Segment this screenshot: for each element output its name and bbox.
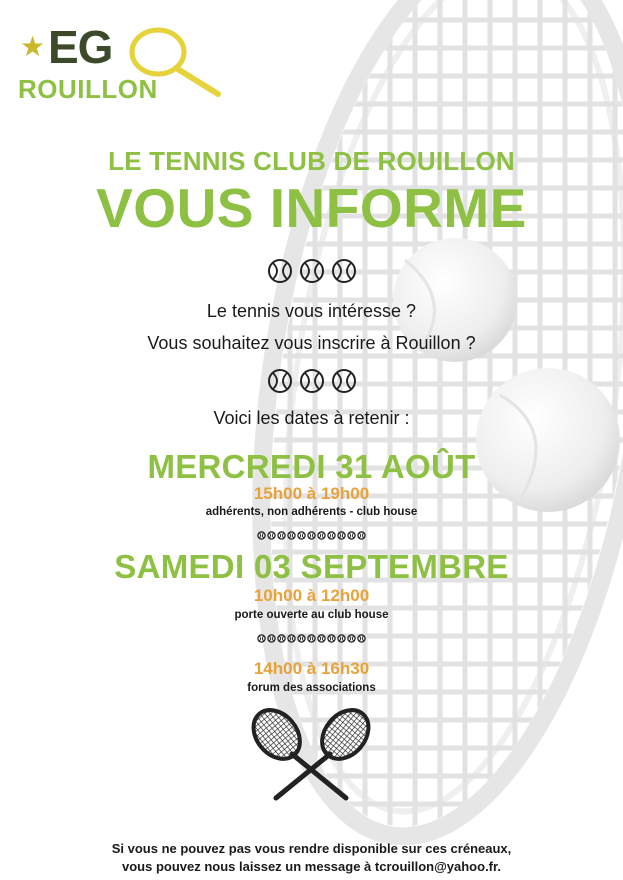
tennis-ball-icon xyxy=(297,531,306,540)
tennis-ball-icon xyxy=(327,634,336,643)
tennis-racket-icon xyxy=(246,706,376,802)
tennis-ball-icon xyxy=(337,634,346,643)
headline-line1: LE TENNIS CLUB DE ROUILLON xyxy=(108,146,515,176)
logo-initials: EG xyxy=(48,21,113,73)
tennis-ball-icon xyxy=(287,634,296,643)
logo-name: ROUILLON xyxy=(18,74,158,104)
event-description: forum des associations xyxy=(247,682,376,694)
tennis-ball-icon xyxy=(297,634,306,643)
event-description: porte ouverte au club house xyxy=(234,609,389,621)
tennis-ball-icon xyxy=(257,634,266,643)
footer-note xyxy=(0,840,623,876)
tennis-ball-icon xyxy=(267,531,276,540)
tennis-balls-row xyxy=(0,258,623,284)
event-time: 10h00 à 12h00 xyxy=(253,586,370,605)
tennis-ball-icon xyxy=(307,634,316,643)
tennis-ball-icon xyxy=(267,258,293,284)
dates-intro: Voici les dates à retenir : xyxy=(213,408,410,428)
event-time: 15h00 à 19h00 xyxy=(253,484,370,503)
tennis-ball-icon xyxy=(267,634,276,643)
divider-dots xyxy=(0,634,623,643)
tennis-balls-row xyxy=(0,368,623,394)
event-time: 14h00 à 16h30 xyxy=(253,659,370,678)
tennis-ball-icon xyxy=(307,531,316,540)
club-logo xyxy=(18,22,218,112)
tennis-ball-icon xyxy=(337,531,346,540)
contact-email-link[interactable]: tcrouillon@yahoo.fr. xyxy=(374,859,501,874)
tennis-ball-icon xyxy=(299,368,325,394)
tennis-ball-icon xyxy=(257,531,266,540)
tennis-ball-icon xyxy=(277,634,286,643)
tennis-ball-icon xyxy=(317,531,326,540)
tennis-ball-icon xyxy=(317,634,326,643)
event-description: adhérents, non adhérents - club house xyxy=(205,506,418,518)
event-day: MERCREDI 31 AOÛT xyxy=(147,448,476,485)
question-interest: Le tennis vous intéresse ? xyxy=(206,301,417,321)
tennis-ball-icon xyxy=(347,531,356,540)
star-icon: ★ xyxy=(20,31,46,62)
tennis-ball-icon xyxy=(357,531,366,540)
tennis-ball-icon xyxy=(347,634,356,643)
question-register: Vous souhaitez vous inscrire à Rouillon ? xyxy=(147,333,476,353)
tennis-ball-icon xyxy=(331,258,357,284)
footer-line2 xyxy=(0,858,623,876)
tennis-ball-icon xyxy=(287,531,296,540)
footer-line2-prefix: vous pouvez nous laissez un message à xyxy=(122,859,375,874)
tennis-ball-icon xyxy=(267,368,293,394)
tennis-ball-icon xyxy=(331,368,357,394)
event-day: SAMEDI 03 SEPTEMBRE xyxy=(114,548,509,585)
headline-line2: VOUS INFORME xyxy=(96,177,527,239)
divider-dots xyxy=(0,531,623,540)
tennis-ball-icon xyxy=(277,531,286,540)
tennis-ball-icon xyxy=(327,531,336,540)
tennis-ball-icon xyxy=(357,634,366,643)
footer-line1: Si vous ne pouvez pas vous rendre disponible sur ces créneaux, xyxy=(111,841,512,856)
tennis-ball-icon xyxy=(299,258,325,284)
